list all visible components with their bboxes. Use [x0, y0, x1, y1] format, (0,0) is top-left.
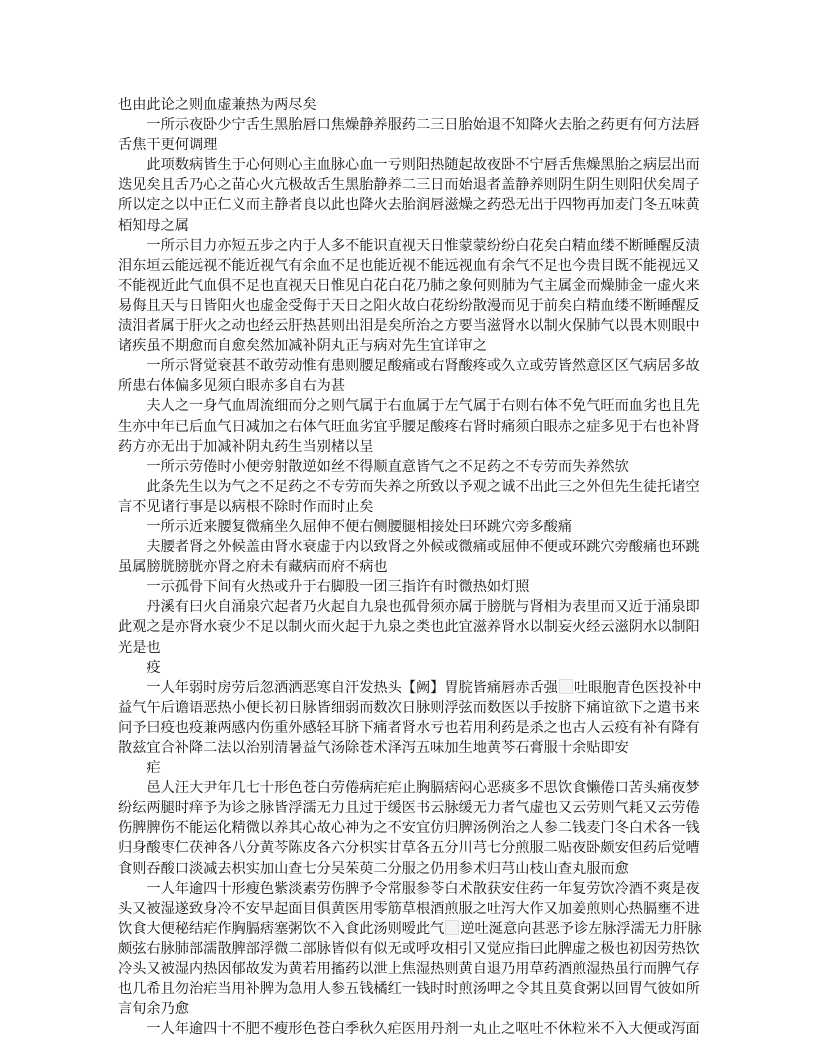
text-line: 虽属膀胱膀胱亦肾之府未有藏病而府不病也 [118, 559, 388, 576]
text-line: 问予曰疫也疫兼两感内伤重外感轻耳脐下痛者肾水亏也若用利药是杀之也古人云疫有补有降有 [118, 719, 700, 736]
text-line: 一人年逾四十不肥不瘦形色苍白季秋久疟医用丹剂一丸止之呕吐不休粒米不入大便或泻面 [146, 1021, 700, 1038]
text-line: 冷头又被湿内热因郁故发为黄若用搐药以泄上焦湿热则黄自退乃用草药酒煎湿热虽行而脾气存 [118, 961, 700, 978]
text-line: 渍泪者属于肝火之动也经云肝热甚则出泪是矣所治之方要当滋肾水以制火保肺气以畏木则眼中 [118, 318, 700, 335]
text-line: 归身酸枣仁茯神各八分黄芩陈皮各六分枳实甘草各五分川芎七分煎服二贴夜卧颇安但药后觉嘈 [118, 840, 700, 857]
text-line: 夫人之一身气血周流细而分之则气属于右血属于左气属于右则右体不免气旺而血劣也且先 [146, 398, 700, 415]
text-line: 光是也 [118, 639, 161, 656]
text-line: 一示孤骨下间有火热或升于右脚股一团三指许有时微热如灯照 [146, 579, 530, 596]
text-line: 所患右体偏多见须白眼赤多自右为甚 [118, 378, 346, 395]
text-line: 伤脾脾伤不能运化精微以养其心故心神为之不安宜仿归脾汤例治之人参二钱麦门冬白术各一钱 [118, 820, 700, 837]
text-line: 一所示目力亦短五步之内于人多不能识直视天日惟蒙蒙纷纷白花矣白精血缕不断睡醒反渍 [146, 237, 700, 254]
text-line: 食则吞酸口淡减去枳实加山查七分吴茱萸二分服之仍用参术归芎山枝山查丸服而愈 [118, 860, 629, 877]
text-line: 一所示劳倦时小便旁射散逆如丝不得顺直意皆气之不足药之不专劳而失养然欤 [146, 458, 629, 475]
text-line: 疫 [146, 659, 161, 676]
text-line: 言旬余乃愈 [118, 1001, 189, 1018]
text-line: 丹溪有曰火自涌泉穴起者乃火起自九泉也孤骨须亦属于膀胱与肾相为表里而又近于涌泉即 [146, 599, 700, 616]
text-line: 饮食大便秘结疟作胸膈痞塞粥饮不入食此汤则嗳此气 逆吐涎意向甚恶予诊左脉浮濡无力肝脉 [118, 920, 702, 937]
text-line: 也几希且勿治疟当用补脾为急用人参五钱橘红一钱时时煎汤呷之令其且莫食粥以回胃气彼如所 [118, 981, 700, 998]
text-line: 一人年逾四十形瘦色紫淡素劳伤脾予令常服参苓白术散获安住药一年复劳饮冷酒不爽是夜 [146, 880, 700, 897]
missing-glyph-box [559, 679, 573, 694]
text-line: 头又被湿遂致身冷不安早起面目俱黄医用零筋草根酒煎服之吐泻大作又加姜煎则心热膈壅不进 [118, 900, 700, 917]
text-line: 诸疾虽不期愈而自愈矣然加减补阴丸正与病对先生宜详审之 [118, 338, 487, 355]
text-line: 不能视近此气血俱不足也直视天日惟见白花白花乃肺之象何则肺为气主属金而燥肺金一虚火来 [118, 277, 700, 294]
text-line: 散兹宜合补降二法以治别清暑益气汤除苍术泽泻五味加生地黄芩石膏服十余贴即安 [118, 740, 629, 756]
text-line: 易侮且天与日皆阳火也虚金受侮于天日之阳火故白花纷纷散漫而见于前矣白精血缕不断睡醒反 [118, 297, 700, 314]
text-line: 夫腰者肾之外候盖由肾水衰虚于内以致肾之外候或微痛或屈伸不便或环跳穴旁酸痛也环跳 [146, 539, 700, 556]
text-line: 此项数病皆生于心何则心主血脉心血一亏则阳热随起故夜卧不宁唇舌焦燥黑胎之病层出而 [146, 157, 700, 174]
document-body [118, 95, 708, 1039]
text-line: 颇弦右脉肺部濡散脾部浮微二部脉皆似有似无或呼攻相引又觉应指曰此脾虚之极也初因劳热饮 [118, 940, 700, 957]
text-line: 一所示近来腰复微痛坐久屈伸不便右侧腰腿相接处曰环跳穴旁多酸痛 [146, 518, 573, 535]
text-line: 益气午后谵语恶热小便长初日脉皆细弱而数次日脉则浮弦而数医以手按脐下痛谊欲下之遣书来 [118, 699, 700, 716]
text-line: 言不见诸行事是以病根不除时作而时止矣 [118, 498, 374, 515]
text-line: 舌焦干更何调理 [118, 137, 218, 154]
text-line: 栢知母之属 [118, 217, 189, 234]
text-line: 生亦中年已后血气日减加之右体气旺血劣宜乎腰足酸疼右肾时痛须白眼赤之症多见于右也补肾 [118, 418, 700, 435]
text-line: 泪东垣云能远视不能近视气有余血不足也能近视不能远视血有余气不足也今贵目既不能视远又 [118, 257, 700, 274]
text-line: 此观之是亦肾水衰少不足以制火而火起于九泉之类也此宜滋养肾水以制妄火经云滋阴水以制阳 [118, 619, 700, 636]
text-line: 所以定之以中正仁义而主静者良以此也降火去胎润唇滋燥之药恐无出于四物再加麦门冬五味黄 [118, 197, 700, 214]
text-line: 一所示肾觉衰甚不敢劳动惟有患则腰足酸痛或右肾酸疼或久立或劳皆然意区区气病居多故 [146, 358, 700, 375]
text-line: 药方亦无出于加减补阴丸药生当别楮以呈 [118, 438, 374, 455]
text-line: 一人年弱时房劳后忽洒洒恶寒自汗发热头【阙】胃脘皆痛唇赤舌强 吐眼胞青色医投补中 [146, 679, 702, 696]
text-line: 也由此论之则血虚兼热为两尽矣 [118, 97, 317, 113]
text-line: 邑人汪大尹年几七十形色苍白劳倦病疟疟止胸膈痞闷心恶痰多不思饮食懒倦口苦头痛夜梦 [146, 780, 700, 797]
text-line: 一所示夜卧少宁舌生黑胎唇口焦燥静养服药二三日胎始退不知降火去胎之药更有何方法唇 [146, 117, 700, 134]
text-line: 迭见矣且舌乃心之苗心火亢极故舌生黑胎静养二三日而始退者盖静养则阴生阴生则阳伏矣周子 [118, 177, 700, 194]
text-line: 此条先生以为气之不足药之不专劳而失养之所致以予观之诚不出此三之外但先生徒托诸空 [146, 478, 700, 495]
text-line: 疟 [146, 760, 161, 777]
text-line: 纷纭两腿时痒予为诊之脉皆浮濡无力且过于缓医书云脉缓无力者气虚也又云劳则气耗又云劳倦 [118, 800, 700, 817]
missing-glyph-box [445, 920, 459, 935]
